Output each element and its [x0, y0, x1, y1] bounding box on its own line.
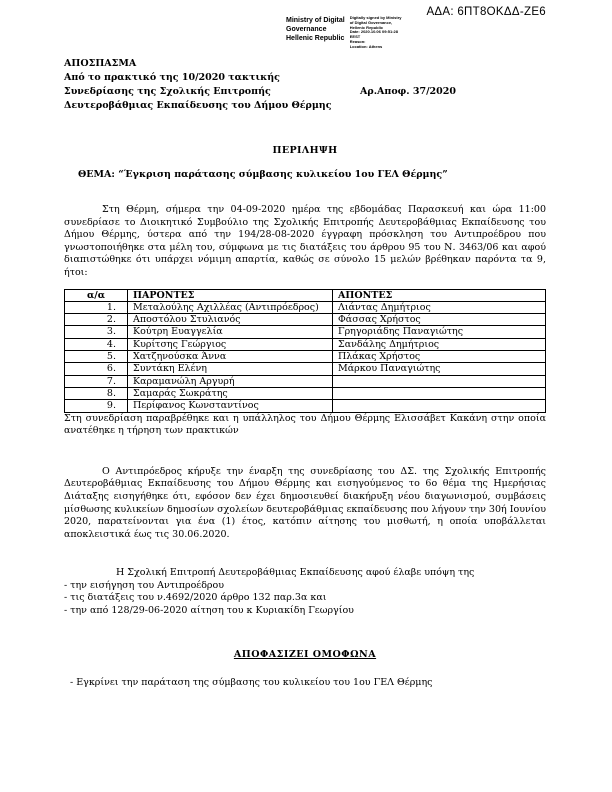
absent-member: Μάρκου Παναγιώτης	[333, 363, 546, 375]
absent-member: Λιάντας Δημήτριος	[333, 301, 546, 313]
summary-title: ΠΕΡΙΛΗΨΗ	[272, 145, 338, 156]
table-header-row	[65, 289, 546, 301]
subject-line: ΘΕΜΑ: “Έγκριση παράτασης σύμβασης κυλικείου 1ου ΓΕΛ Θέρμης”	[78, 169, 448, 180]
signature-details	[350, 16, 402, 50]
signature-line: Reason:	[349, 38, 366, 44]
introduction-paragraph: Ο Αντιπρόεδρος κήρυξε την έναρξη της συνεδρίασης του ΔΣ. της Σχολικής Επιτροπής Δευτεροβάθμιας Εκπαίδευσης του Δήμου Θέρμης και εισηγούμενος το 6ο θέμα της Ημερήσιας Διάταξης εισηγήθηκε ότι, εφόσον δεν έχει δημοσιευθεί διακήρυξη νέου διαγωνισμού, συμβάσεις μίσθωσης κυλικείων δημοσίων σχολείων δευτεροβάθμιας εκπαίδευσης που λήγουν την 30ή Ιουνίου 2020, παρατείνονται για ένα (1) έτος, κατόπιν αίτησης του μισθωτή, η οποία υποβάλλεται αποκλειστικά έως τις 30.06.2020.	[64, 465, 546, 540]
document-header	[64, 57, 546, 113]
absent-member	[333, 387, 546, 399]
table-row	[65, 301, 546, 313]
ministry-name	[286, 16, 345, 43]
absent-member: Σανδάλης Δημήτριος	[333, 338, 546, 350]
present-member: Μεταλούλης Αχιλλέας (Αντιπρόεδρος)	[128, 301, 333, 313]
present-member: Χατζηνούσκα Άννα	[128, 351, 333, 363]
present-member: Αποστόλου Στυλιανός	[128, 314, 333, 326]
present-member: Συντάκη Ελένη	[128, 363, 333, 375]
signature-line: Digitally signed by Ministry	[349, 15, 402, 20]
table-row	[65, 326, 546, 338]
present-member: Κυρίτσης Γεώργιος	[128, 338, 333, 350]
row-index: 5.	[65, 351, 128, 363]
ministry-line: Governance	[286, 26, 327, 33]
considering-item: - την εισήγηση του Αντιπροέδρου	[64, 579, 225, 591]
row-index: 9.	[65, 400, 128, 412]
attendance-table	[64, 289, 546, 413]
ada-code: ΑΔΑ: 6ΠΤ8ΟΚΔΔ-ΖΕ6	[426, 6, 546, 18]
table-row	[65, 375, 546, 387]
column-header-index: α/α	[65, 289, 128, 301]
absent-member: Γρηγοριάδης Παναγιώτης	[333, 326, 546, 338]
column-header-absent: ΑΠΟΝΤΕΣ	[333, 289, 546, 301]
row-index: 4.	[65, 338, 128, 350]
signature-line: EEST	[349, 34, 361, 40]
considering-item: - τις διατάξεις του ν.4692/2020 άρθρο 132 παρ.3α και	[64, 592, 327, 604]
row-index: 3.	[65, 326, 128, 338]
absent-member: Φάσσας Χρήστος	[333, 314, 546, 326]
present-member: Σαμαράς Σωκράτης	[128, 387, 333, 399]
absent-member: Πλάκας Χρήστος	[333, 351, 546, 363]
present-member: Κούτρη Ευαγγελία	[128, 326, 333, 338]
present-member: Περίφανος Κωνσταντίνος	[128, 400, 333, 412]
present-member: Καραμανώλη Αργυρή	[128, 375, 333, 387]
header-line: Δευτεροβάθμιας Εκπαίδευσης του Δήμου Θέρμης	[64, 100, 332, 111]
digital-signature-stamp	[286, 16, 402, 50]
signature-line: Location: Athens	[349, 43, 383, 49]
decision-number: Αρ.Αποφ. 37/2020	[360, 86, 456, 97]
clerk-note: Στη συνεδρίαση παραβρέθηκε και η υπάλληλος του Δήμου Θέρμης Ελισσάβετ Κακάνη στην οποία ανατέθηκε η τήρηση των πρακτικών	[64, 412, 546, 437]
absent-member	[333, 375, 546, 387]
signature-line: of Digital Governance,	[349, 19, 393, 25]
header-title: ΑΠΟΣΠΑΣΜΑ	[64, 58, 137, 69]
row-index: 6.	[65, 363, 128, 375]
table-row	[65, 338, 546, 350]
absent-member	[333, 400, 546, 412]
opening-paragraph: Στη Θέρμη, σήμερα την 04-09-2020 ημέρα της εβδομάδας Παρασκευή και ώρα 11:00 συνεδρίασε το Διοικητικό Συμβούλιο της Σχολικής Επιτροπής Δευτεροβάθμιας Εκπαίδευσης του Δήμου Θέρμης, ύστερα από την 194/28-08-2020 έγγραφη πρόσκληση του Αντιπροέδρου που γνωστοποιήθηκε στα μέλη του, σύμφωνα με τις διατάξεις του άρθρου 95 του Ν. 3463/06 και αφού διαπιστώθηκε ότι υπάρχει νόμιμη απαρτία, καθώς σε σύνολο 15 μελών βρέθηκαν παρόντα τα 9, ήτοι:	[64, 204, 546, 278]
row-index: 2.	[65, 314, 128, 326]
table-row	[65, 314, 546, 326]
ministry-line: Hellenic Republic	[286, 35, 345, 42]
row-index: 8.	[65, 387, 128, 399]
column-header-present: ΠΑΡΟΝΤΕΣ	[128, 289, 333, 301]
signature-line: Hellenic Republic	[349, 24, 384, 30]
table-row	[65, 400, 546, 412]
table-row	[65, 363, 546, 375]
header-line: Από το πρακτικό της 10/2020 τακτικής	[64, 72, 280, 83]
document-content	[64, 57, 546, 689]
considering-item: - την από 128/29-06-2020 αίτηση του κ Κυριακίδη Γεωργίου	[64, 605, 354, 617]
table-row	[65, 387, 546, 399]
row-index: 1.	[65, 301, 128, 313]
considering-intro: Η Σχολική Επιτροπή Δευτεροβάθμιας Εκπαίδευσης αφού έλαβε υπόψη της	[116, 567, 475, 579]
decision-text: - Εγκρίνει την παράταση της σύμβασης του κυλικείου του 1ου ΓΕΛ Θέρμης	[70, 676, 433, 688]
decision-heading: ΑΠΟΦΑΣΙΖΕΙ ΟΜΟΦΩΝΑ	[233, 648, 377, 660]
signature-line: Date: 2020.10.06 09:51:28	[349, 29, 398, 35]
ministry-line: Ministry of Digital	[286, 17, 345, 24]
header-line: Συνεδρίασης της Σχολικής Επιτροπής	[64, 86, 271, 97]
row-index: 7.	[65, 375, 128, 387]
table-row	[65, 351, 546, 363]
